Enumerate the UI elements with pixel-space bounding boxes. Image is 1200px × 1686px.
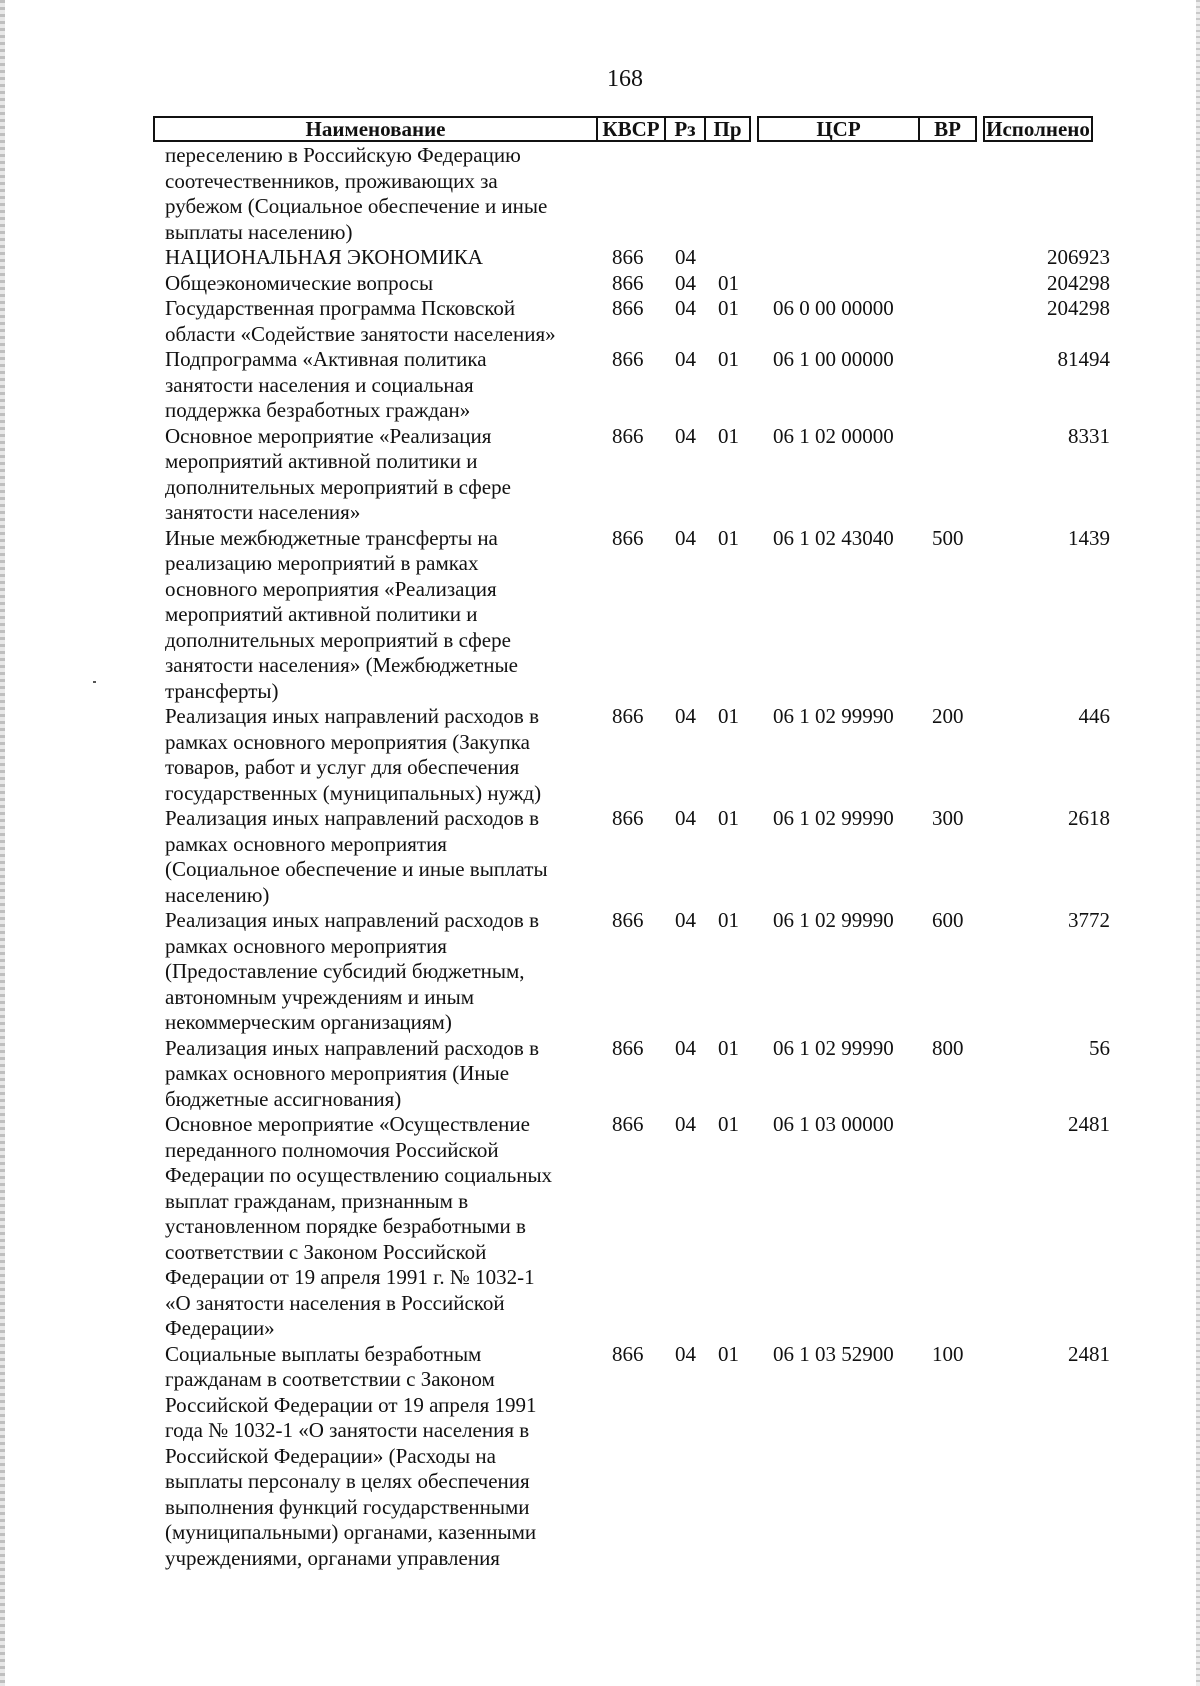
name-cell (165, 1342, 585, 1572)
executed-cell: 3772 (1068, 908, 1110, 932)
header-executed: Исполнено (983, 116, 1093, 142)
name-line: выплат гражданам, признанным в (165, 1188, 469, 1213)
csr-cell: 06 1 00 00000 (773, 347, 894, 371)
rz-cell: 04 (675, 1035, 696, 1060)
header-pr: Пр (706, 116, 751, 142)
name-cell (165, 908, 585, 1036)
name-line: Российской Федерации» (Расходы на (165, 1443, 496, 1468)
name-line: Основное мероприятие «Реализация (165, 423, 492, 448)
name-line: (Предоставление субсидий бюджетным, (165, 959, 525, 983)
name-line: установленном порядке безработными в (165, 1214, 526, 1238)
name-cell (165, 704, 585, 806)
name-line: года № 1032-1 «О занятости населения в (165, 1418, 530, 1442)
name-line: рамках основного мероприятия (165, 831, 447, 856)
name-line: выплаты персоналу в целях обеспечения (165, 1469, 530, 1493)
name-line: Реализация иных направлений расходов в (165, 908, 540, 932)
executed-cell: 81494 (1057, 347, 1110, 371)
pr-cell: 01 (718, 423, 739, 448)
kvsr-cell: 866 (612, 1112, 644, 1136)
executed-cell: 1439 (1068, 525, 1110, 550)
vr-cell: 200 (932, 704, 964, 728)
name-cell (165, 1112, 585, 1342)
name-line: гражданам в соответствии с Законом (165, 1367, 495, 1391)
rz-cell: 04 (675, 423, 696, 448)
csr-cell: 06 1 02 99990 (773, 806, 894, 830)
pr-cell: 01 (718, 525, 739, 550)
executed-cell: 204298 (1047, 296, 1110, 320)
kvsr-cell: 866 (612, 1341, 644, 1366)
name-line: Реализация иных направлений расходов в (165, 704, 540, 728)
header-kvsr: КВСР (598, 116, 666, 142)
name-line: «О занятости населения в Российской (165, 1290, 505, 1315)
name-line: населению) (165, 882, 270, 907)
vr-cell: 500 (932, 525, 964, 550)
csr-cell: 06 0 00 00000 (773, 296, 894, 320)
name-line: Основное мероприятие «Осуществление (165, 1112, 530, 1136)
name-line: (муниципальными) органами, казенными (165, 1520, 537, 1544)
name-line: Реализация иных направлений расходов в (165, 806, 540, 830)
name-line: дополнительных мероприятий в сфере (165, 627, 511, 652)
kvsr-cell: 866 (612, 270, 644, 295)
kvsr-cell: 866 (612, 347, 644, 371)
pr-cell: 01 (718, 296, 739, 320)
executed-cell: 204298 (1047, 270, 1110, 295)
name-line: НАЦИОНАЛЬНАЯ ЭКОНОМИКА (165, 245, 483, 269)
header-vr: ВР (920, 116, 977, 142)
name-line: рубежом (Социальное обеспечение и иные (165, 194, 548, 218)
name-line: переданного полномочия Российской (165, 1137, 499, 1162)
name-cell (165, 296, 585, 347)
rz-cell: 04 (675, 525, 696, 550)
name-line: занятости населения и социальная (165, 372, 474, 397)
name-cell (165, 271, 585, 297)
rz-cell: 04 (675, 806, 696, 830)
name-line: (Социальное обеспечение и иные выплаты (165, 857, 548, 881)
name-line: Российской Федерации от 19 апреля 1991 (165, 1392, 537, 1417)
name-line: Подпрограмма «Активная политика (165, 347, 487, 371)
name-cell (165, 143, 585, 245)
executed-cell: 8331 (1068, 423, 1110, 448)
csr-cell: 06 1 03 00000 (773, 1112, 894, 1136)
rz-cell: 04 (675, 908, 696, 932)
csr-cell: 06 1 02 00000 (773, 423, 894, 448)
name-line: учреждениями, органами управления (165, 1545, 500, 1570)
name-line: Реализация иных направлений расходов в (165, 1035, 540, 1060)
kvsr-cell: 866 (612, 806, 644, 830)
name-cell (165, 347, 585, 424)
kvsr-cell: 866 (612, 908, 644, 932)
vr-cell: 300 (932, 806, 964, 830)
name-cell (165, 245, 585, 271)
kvsr-cell: 866 (612, 423, 644, 448)
executed-cell: 206923 (1047, 245, 1110, 269)
name-line: государственных (муниципальных) нужд) (165, 780, 542, 805)
name-line: некоммерческим организациям) (165, 1010, 452, 1034)
pr-cell: 01 (718, 1112, 739, 1136)
csr-cell: 06 1 02 99990 (773, 1035, 894, 1060)
name-line: основного мероприятия «Реализация (165, 576, 497, 601)
name-cell (165, 526, 585, 705)
scan-edge-left (0, 0, 5, 1686)
name-cell (165, 424, 585, 526)
csr-cell: 06 1 03 52900 (773, 1341, 894, 1366)
name-line: мероприятий активной политики и (165, 449, 478, 473)
rz-cell: 04 (675, 245, 696, 269)
kvsr-cell: 866 (612, 245, 644, 269)
executed-cell: 2618 (1068, 806, 1110, 830)
kvsr-cell: 866 (612, 525, 644, 550)
header-rz: Рз (666, 116, 706, 142)
rz-cell: 04 (675, 1112, 696, 1136)
header-name: Наименование (153, 116, 598, 142)
executed-cell: 2481 (1068, 1112, 1110, 1136)
name-line: Федерации от 19 апреля 1991 г. № 1032-1 (165, 1265, 535, 1289)
name-line: занятости населения» (Межбюджетные (165, 653, 518, 677)
pr-cell: 01 (718, 704, 739, 728)
pr-cell: 01 (718, 806, 739, 830)
executed-cell: 56 (1089, 1035, 1110, 1060)
vr-cell: 800 (932, 1035, 964, 1060)
name-cell (165, 806, 585, 908)
vr-cell: 600 (932, 908, 964, 932)
pr-cell: 01 (718, 1035, 739, 1060)
name-line: области «Содействие занятости населения» (165, 321, 556, 346)
rz-cell: 04 (675, 347, 696, 371)
rz-cell: 04 (675, 1341, 696, 1366)
name-line: рамках основного мероприятия (165, 933, 447, 958)
name-line: Федерации» (165, 1316, 275, 1340)
vr-cell: 100 (932, 1341, 964, 1366)
kvsr-cell: 866 (612, 704, 644, 728)
name-line: реализацию мероприятий в рамках (165, 551, 479, 575)
pr-cell: 01 (718, 908, 739, 932)
name-line: рамках основного мероприятия (Иные (165, 1061, 510, 1085)
csr-cell: 06 1 02 43040 (773, 525, 894, 550)
pr-cell: 01 (718, 270, 739, 295)
scan-speck (93, 681, 96, 683)
name-line: трансферты) (165, 678, 279, 703)
name-line: Государственная программа Псковской (165, 296, 516, 320)
name-line: мероприятий активной политики и (165, 602, 478, 626)
name-cell (165, 1036, 585, 1113)
csr-cell: 06 1 02 99990 (773, 704, 894, 728)
kvsr-cell: 866 (612, 1035, 644, 1060)
name-line: товаров, работ и услуг для обеспечения (165, 755, 520, 779)
name-line: переселению в Российскую Федерацию (165, 143, 521, 167)
executed-cell: 2481 (1068, 1341, 1110, 1366)
kvsr-cell: 866 (612, 296, 644, 320)
pr-cell: 01 (718, 347, 739, 371)
scan-edge-right (1196, 0, 1200, 1686)
name-line: поддержка безработных граждан» (165, 398, 471, 422)
name-line: рамках основного мероприятия (Закупка (165, 729, 530, 754)
page-number: 168 (607, 66, 643, 92)
name-line: Социальные выплаты безработным (165, 1341, 482, 1366)
name-line: бюджетные ассигнования) (165, 1086, 402, 1111)
name-line: автономным учреждениям и иным (165, 984, 475, 1009)
rz-cell: 04 (675, 296, 696, 320)
name-line: соответствии с Законом Российской (165, 1239, 487, 1264)
name-line: Иные межбюджетные трансферты на (165, 525, 498, 550)
name-line: выполнения функций государственными (165, 1494, 530, 1519)
name-line: дополнительных мероприятий в сфере (165, 474, 511, 499)
name-line: занятости населения» (165, 500, 361, 524)
name-line: соотечественников, проживающих за (165, 168, 498, 193)
csr-cell: 06 1 02 99990 (773, 908, 894, 932)
name-line: выплаты населению) (165, 219, 353, 244)
name-line: Федерации по осуществлению социальных (165, 1163, 553, 1187)
executed-cell: 446 (1078, 704, 1110, 728)
name-line: Общеэкономические вопросы (165, 270, 434, 295)
pr-cell: 01 (718, 1341, 739, 1366)
header-csr: ЦСР (757, 116, 920, 142)
rz-cell: 04 (675, 704, 696, 728)
rz-cell: 04 (675, 270, 696, 295)
